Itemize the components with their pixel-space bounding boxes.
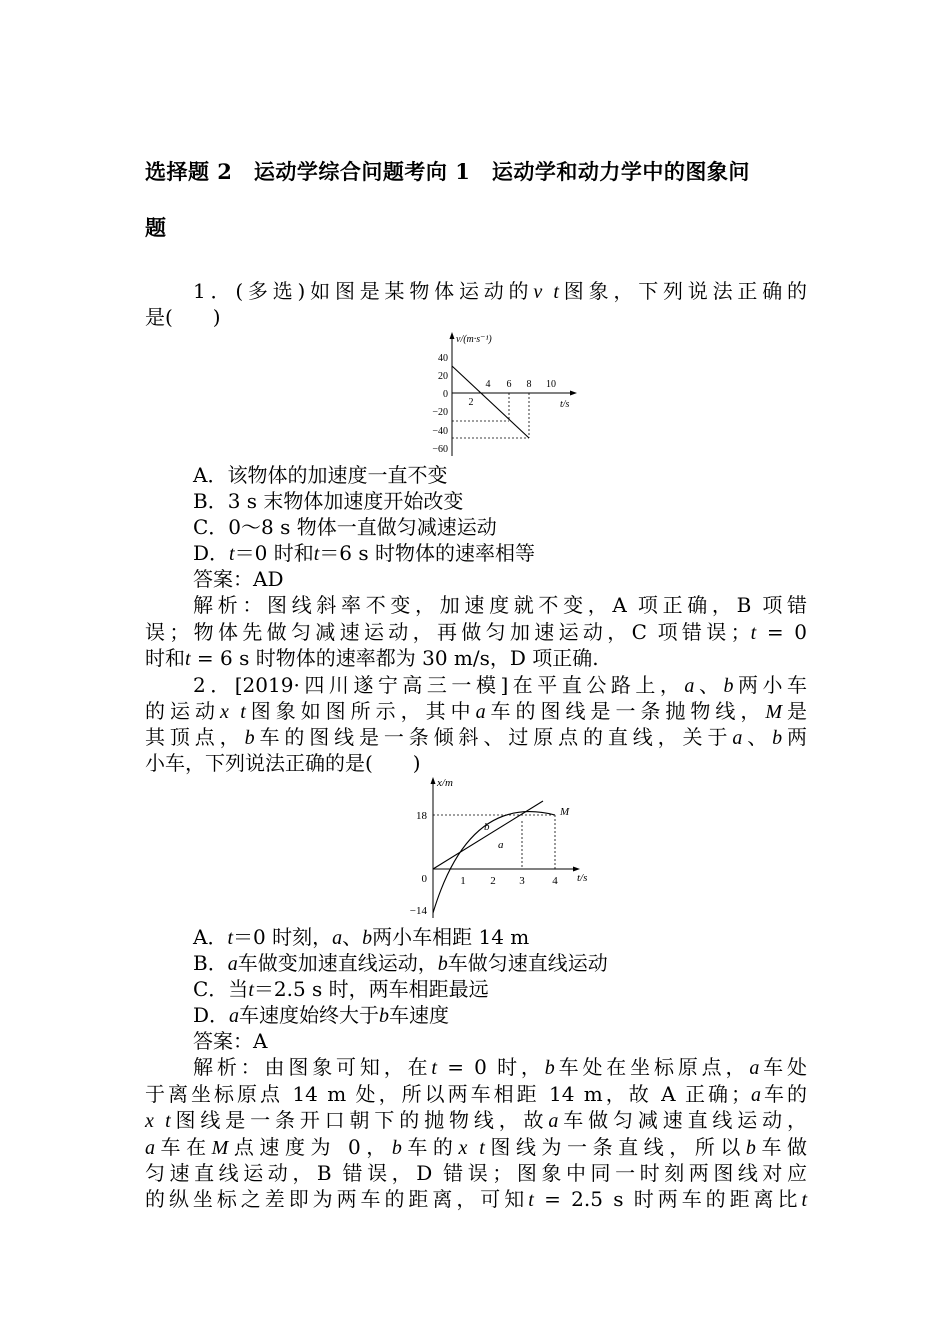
q2-stem-line2: 的运动x t图象如图所示，其中a车的图线是一条抛物线，M是 [145, 699, 808, 723]
q2-option-d: D．a车速度始终大于b车速度 [193, 1003, 450, 1027]
q2-ytick-18: 18 [416, 810, 427, 822]
q1-stem-line2: 是( ) [145, 305, 221, 329]
q2-option-b: B．a车做变加速直线运动，b车做匀速直线运动 [193, 951, 608, 975]
q2-xtick-4: 4 [552, 875, 558, 887]
q2-option-c: C．当t＝2.5 s 时，两车相距最远 [193, 977, 489, 1001]
q1-option-a: A．该物体的加速度一直不变 [193, 463, 448, 487]
q1-xtick-4: 4 [485, 379, 491, 390]
q2-xt-graph [405, 774, 595, 922]
q1-analysis-line1: 解析：图线斜率不变，加速度就不变，A 项正确，B 项错 [193, 593, 807, 617]
q2-analysis-line1: 解析：由图象可知，在t = 0 时，b车处在坐标原点，a车处 [193, 1055, 808, 1079]
q2-xtick-3: 3 [519, 875, 525, 887]
q1-analysis-line2: 误；物体先做匀减速运动，再做匀加速运动，C 项错误；t = 0 [145, 620, 807, 644]
q2-label-a: a [498, 839, 504, 851]
q1-answer: 答案：AD [193, 567, 284, 591]
q2-analysis-line5: 匀速直线运动，B 错误，D 错误；图象中同一时刻两图线对应 [145, 1161, 807, 1185]
q1-ytick-20: 20 [438, 371, 448, 382]
q2-stem-line1: 2．[2019·四川遂宁高三一模]在平直公路上，a、b两小车 [193, 673, 808, 697]
q1-ytick-m40: −40 [432, 426, 448, 437]
q2-analysis-line3: x t图线是一条开口朝下的抛物线，故a车做匀减速直线运动， [145, 1108, 808, 1132]
q1-x-axis-arrow [570, 391, 577, 396]
q2-label-M: M [560, 806, 570, 818]
q2-analysis-line6: 的纵坐标之差即为两车的距离，可知t = 2.5 s 时两车的距离比t [145, 1187, 808, 1211]
q1-option-b: B．3 s 末物体加速度开始改变 [193, 489, 464, 513]
q1-vt-graph [420, 330, 580, 458]
q2-label-b: b [484, 821, 490, 833]
q1-xtick-2: 2 [468, 397, 474, 408]
q2-x-label: t/s [577, 872, 588, 884]
q1-analysis-line3: 时和t = 6 s 时物体的速率都为 30 m/s，D 项正确. [145, 646, 599, 670]
q1-x-label: t/s [560, 399, 570, 410]
q1-xtick-10: 10 [546, 379, 556, 390]
q1-ytick-0: 0 [443, 389, 448, 400]
q1-y-label: v/(m·s⁻¹) [456, 334, 492, 345]
q2-xtick-2: 2 [490, 875, 496, 887]
q2-x-axis-arrow [573, 867, 580, 872]
q1-y-axis-arrow [450, 332, 455, 339]
q2-curve-a [433, 812, 555, 913]
q1-velocity-line [452, 366, 529, 438]
q2-xtick-1: 1 [460, 875, 466, 887]
q2-option-a: A．t＝0 时刻，a、b两小车相距 14 m [193, 925, 530, 949]
q1-xtick-6: 6 [506, 379, 512, 390]
q2-analysis-line2: 于离坐标原点 14 m 处，所以两车相距 14 m，故 A 正确；a车的 [145, 1082, 807, 1106]
q1-option-d: D．t＝0 时和t＝6 s 时物体的速率相等 [193, 541, 535, 565]
section-title: 选择题 2 运动学综合问题考向 1 运动学和动力学中的图象问 [145, 159, 750, 184]
q1-stem-line1: 1．(多选)如图是某物体运动的v t图象，下列说法正确的 [193, 279, 808, 303]
q2-answer: 答案：A [193, 1029, 268, 1053]
q2-y-label: x/m [437, 777, 453, 789]
q2-stem-line4: 小车，下列说法正确的是( ) [145, 751, 421, 775]
q2-stem-line3: 其顶点，b车的图线是一条倾斜、过原点的直线，关于a、b两 [145, 725, 808, 749]
q2-ytick-m14: −14 [409, 905, 427, 917]
q2-y-axis-arrow [431, 777, 436, 784]
q1-ytick-40: 40 [438, 353, 448, 364]
q1-xtick-8: 8 [526, 379, 532, 390]
q2-analysis-line4: a车在M点速度为 0，b车的x t图线为一条直线，所以b车做 [145, 1135, 808, 1159]
q1-option-c: C．0～8 s 物体一直做匀减速运动 [193, 515, 497, 539]
q1-ytick-m20: −20 [432, 407, 448, 418]
q1-ytick-m60: −60 [432, 444, 448, 455]
section-title-continued: 题 [145, 215, 167, 240]
q2-ytick-0: 0 [421, 873, 427, 885]
